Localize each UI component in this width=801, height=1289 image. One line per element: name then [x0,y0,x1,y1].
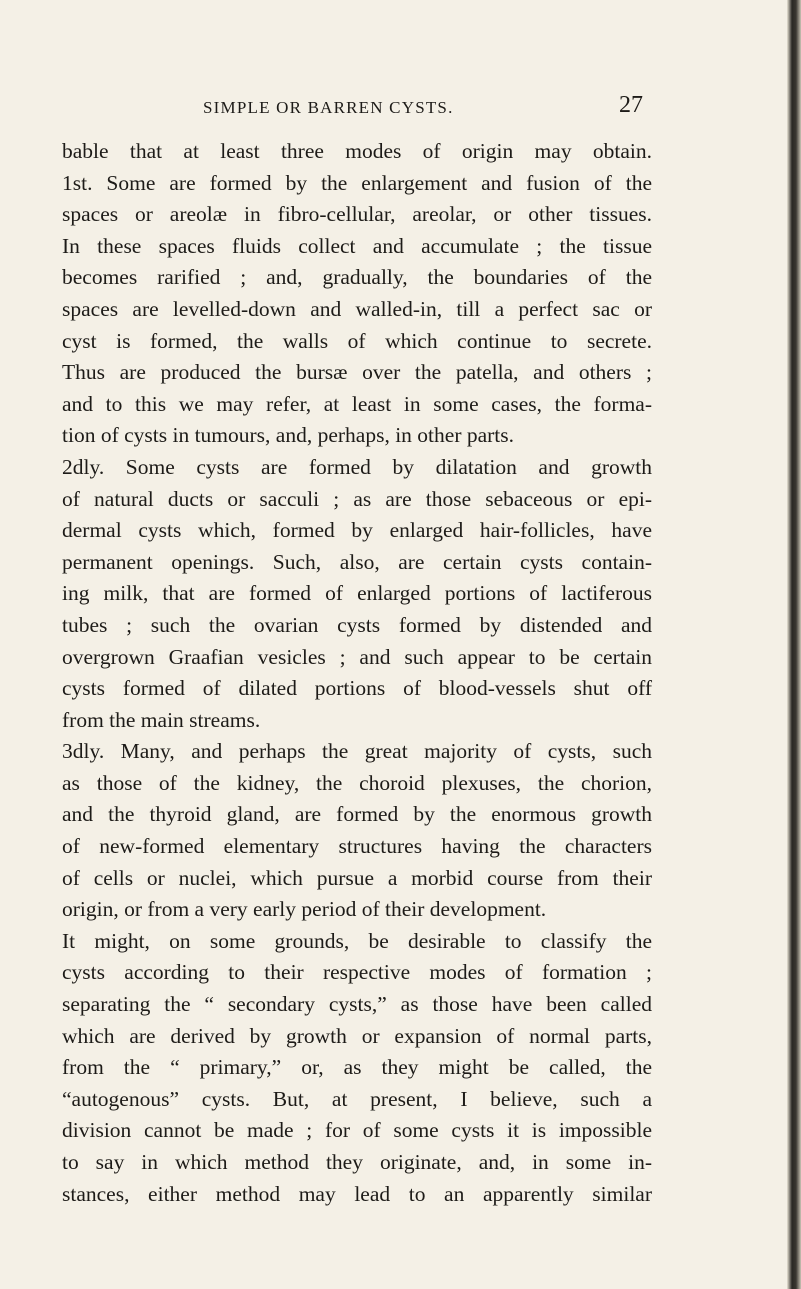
text-line: spaces or areolæ in fibro-cellular, areolar, or other tissues. [62,202,652,227]
text-line: from the main streams. [62,707,261,732]
text-line: “autogenous” cysts. But, at present, I believe, such a [62,1086,652,1111]
text-line: cysts formed of dilated portions of blood-vessels shut off [62,676,652,701]
text-line: cyst is formed, the walls of which continue to secrete. [62,328,652,353]
text-line: separating the “ secondary cysts,” as those have been called [62,992,652,1017]
text-line: of cells or nuclei, which pursue a morbid course from their [62,865,652,890]
text-line: tubes ; such the ovarian cysts formed by distended and [62,612,652,637]
text-line: tion of cysts in tumours, and, perhaps, in other parts. [62,423,515,448]
text-line: 3dly. Many, and perhaps the great majority of cysts, such [62,739,652,764]
text-line: origin, or from a very early period of their development. [62,897,547,922]
text-line: division cannot be made ; for of some cysts it is impossible [62,1118,652,1143]
text-line: dermal cysts which, formed by enlarged hair-follicles, have [62,518,652,543]
text-line: to say in which method they originate, and, in some in- [62,1150,652,1174]
text-line: Thus are produced the bursæ over the patella, and others ; [62,360,652,385]
text-line: which are derived by growth or expansion of normal parts, [62,1023,652,1048]
text-line: overgrown Graafian vesicles ; and such appear to be certain [62,644,652,669]
text-line: 2dly. Some cysts are formed by dilatation and growth [62,454,652,479]
text-line: permanent openings. Such, also, are certain cysts contain- [62,549,652,574]
text-line: bable that at least three modes of origin may obtain. [62,139,652,163]
text-line: of natural ducts or sacculi ; as are those sebaceous or epi- [62,486,652,511]
text-line: cysts according to their respective modes of formation ; [62,960,652,985]
text-line: 1st. Some are formed by the enlargement and fusion of the [62,170,652,195]
text-line: In these spaces fluids collect and accumulate ; the tissue [62,233,652,258]
page-number: 27 [619,92,643,118]
page-edge-shadow [787,0,801,1289]
text-line: It might, on some grounds, be desirable to classify the [62,928,652,953]
text-line: spaces are levelled-down and walled-in, till a perfect sac or [62,296,652,321]
text-line: of new-formed elementary structures having the characters [62,834,652,859]
text-line: becomes rarified ; and, gradually, the boundaries of the [62,265,652,290]
text-line: as those of the kidney, the choroid plexuses, the chorion, [62,770,652,795]
text-line: from the “ primary,” or, as they might be called, the [62,1055,652,1080]
body-text [62,136,652,1210]
running-title: SIMPLE OR BARREN CYSTS. [203,98,454,117]
text-line: and the thyroid gland, are formed by the enormous growth [62,802,652,827]
text-line: stances, either method may lead to an apparently similar [62,1181,652,1206]
text-line: ing milk, that are formed of enlarged portions of lactiferous [62,581,652,606]
text-line: and to this we may refer, at least in some cases, the forma- [62,391,652,416]
page-header [203,92,643,126]
